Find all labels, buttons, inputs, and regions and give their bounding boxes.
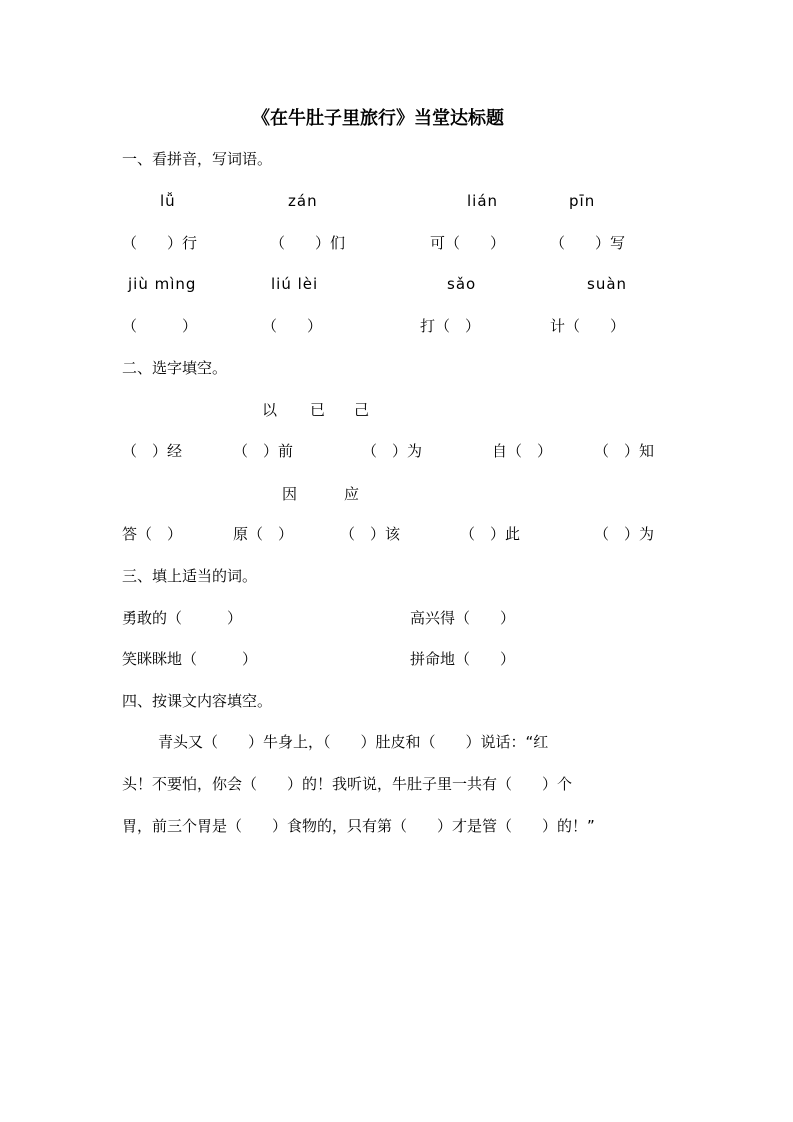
blank-zi-ji[interactable]: 自（ ）	[492, 442, 553, 460]
choice-ying: 应	[344, 485, 360, 503]
blank-liulei[interactable]: （ ）	[262, 317, 323, 335]
passage-line-3[interactable]: 胃，前三个胃是（ ）食物的，只有第（ ）才是管（ ）的！”	[122, 817, 595, 835]
blank-da-ying[interactable]: 答（ ）	[122, 525, 183, 543]
section-1-heading: 一、看拼音，写词语。	[122, 150, 273, 168]
blank-ji-suan[interactable]: 计（ ）	[550, 317, 626, 335]
blank-yi-jing[interactable]: （ ）经	[122, 442, 183, 460]
pinyin-lian: lián	[467, 192, 499, 210]
blank-yi-wei[interactable]: （ ）为	[362, 442, 423, 460]
blank-ying-gai[interactable]: （ ）该	[340, 525, 401, 543]
pinyin-zan: zán	[288, 192, 318, 210]
pinyin-jiuming: jiù mìng	[128, 275, 197, 293]
pinyin-sao: sǎo	[447, 275, 477, 293]
blank-lu-xing[interactable]: （ ）行	[122, 234, 198, 252]
choice-yin: 因	[282, 485, 298, 503]
blank-da-sao[interactable]: 打（ ）	[420, 317, 481, 335]
choice-yi-1: 以	[262, 401, 278, 419]
page-title: 《在牛肚子里旅行》当堂达标题	[252, 108, 504, 129]
passage-line-2[interactable]: 头！不要怕，你会（ ）的！我听说，牛肚子里一共有（ ）个	[122, 775, 573, 793]
blank-gaoxing-de[interactable]: 高兴得（ ）	[410, 609, 516, 627]
blank-yin-ci[interactable]: （ ）此	[460, 525, 521, 543]
pinyin-lu: lǚ	[160, 192, 176, 210]
blank-ke-lian[interactable]: 可（ ）	[430, 234, 506, 252]
blank-yin-wei[interactable]: （ ）为	[594, 525, 655, 543]
blank-pin-xie[interactable]: （ ）写	[550, 234, 626, 252]
pinyin-pin: pīn	[569, 192, 596, 210]
choice-ji: 己	[354, 401, 370, 419]
passage-line-1[interactable]: 青头又（ ）牛身上，（ ）肚皮和（ ）说话：“红	[158, 733, 549, 751]
blank-yonggan-de[interactable]: 勇敢的（ ）	[122, 609, 243, 627]
blank-yuan-yin[interactable]: 原（ ）	[233, 525, 294, 543]
blank-yi-qian[interactable]: （ ）前	[233, 442, 294, 460]
blank-pinming-di[interactable]: 拼命地（ ）	[410, 650, 516, 668]
blank-zan-men[interactable]: （ ）们	[270, 234, 346, 252]
choice-yi-2: 已	[310, 401, 326, 419]
pinyin-liulei: liú lèi	[271, 275, 319, 293]
blank-jiuming[interactable]: （ ）	[122, 317, 198, 335]
section-2-heading: 二、选字填空。	[122, 359, 228, 377]
blank-zi-zhi[interactable]: （ ）知	[594, 442, 655, 460]
blank-xiaomimi-di[interactable]: 笑眯眯地（ ）	[122, 650, 258, 668]
pinyin-suan: suàn	[587, 275, 628, 293]
section-4-heading: 四、按课文内容填空。	[122, 692, 273, 710]
section-3-heading: 三、填上适当的词。	[122, 567, 258, 585]
